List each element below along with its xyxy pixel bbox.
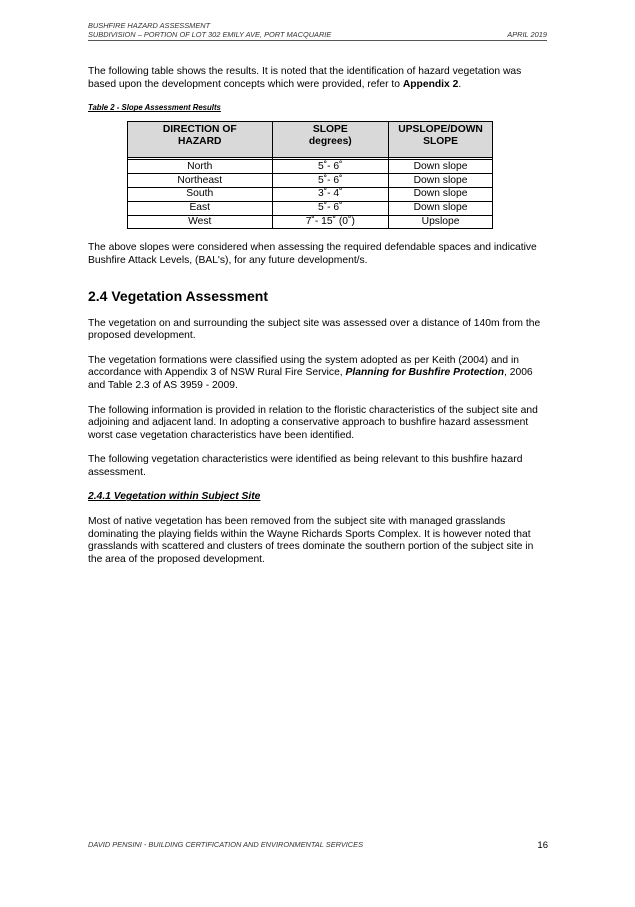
paragraph-assessed: The vegetation on and surrounding the subject site was assessed over a distance of 140m from the proposed development. <box>88 317 541 342</box>
intro-paragraph <box>88 66 548 91</box>
section-heading: 2.4 Vegetation Assessment <box>88 287 269 304</box>
subsection-heading: 2.4.1 Vegetation within Subject Site <box>88 491 261 503</box>
slope-table <box>127 121 493 230</box>
cell-slope: 3˚- 4˚ <box>272 187 389 201</box>
cell-direction: West <box>128 215 273 229</box>
cell-direction: Northeast <box>128 174 273 188</box>
paragraph-native-vegetation: Most of native vegetation has been removed from the subject site with managed grasslands dominating the playing fields within the Wayne Richards Sports Complex. It is however noted that grasslands with scattered and clusters of trees dominate the southern portion of the subject site in the area of the proposed development. <box>88 516 534 565</box>
cell-type: Upslope <box>389 215 493 229</box>
header-direction: DIRECTION OF HAZARD <box>128 121 273 158</box>
header-slope: SLOPE degrees) <box>272 121 389 158</box>
table-header-row <box>128 121 493 158</box>
cell-type: Down slope <box>389 160 493 174</box>
header-date: APRIL 2019 <box>507 30 547 39</box>
classified-text: The vegetation formations were classified using the system adopted as per Keith (2004) and in accordance with Appendix 3 of NSW Rural Fire Service, <box>88 354 519 379</box>
cell-type: Down slope <box>389 187 493 201</box>
page-footer <box>88 840 548 851</box>
header-title: BUSHFIRE HAZARD ASSESSMENT <box>88 21 211 30</box>
table-row <box>128 201 493 215</box>
page-content <box>88 66 548 566</box>
page-header <box>88 21 547 41</box>
paragraph-characteristics: The following vegetation characteristics were identified as being relevant to this bushfire hazard assessment. <box>88 454 523 478</box>
table-row <box>128 187 493 201</box>
paragraph-classified <box>88 355 548 393</box>
classified-end: , 2006 and Table 2.3 of AS 3959 - 2009. <box>88 367 533 391</box>
header-subtitle-row <box>88 30 547 39</box>
header-rule <box>88 40 547 41</box>
cell-direction: North <box>128 160 273 174</box>
footer-text: DAVID PENSINI - BUILDING CERTIFICATION AND ENVIRONMENTAL SERVICES <box>88 840 364 849</box>
cell-type: Down slope <box>389 174 493 188</box>
cell-slope: 7˚- 15˚ (0˚) <box>272 215 389 229</box>
table-row <box>128 174 493 188</box>
page-number: 16 <box>537 840 548 851</box>
intro-end: . <box>458 78 462 90</box>
table-row <box>128 215 493 229</box>
cell-direction: South <box>128 187 273 201</box>
paragraph-floristic: The following information is provided in relation to the floristic characteristics of the subject site and adjoining and adjacent land. In adopting a conservative approach to bushfire hazard assessment worst case vegetation characteristics have been identified. <box>88 404 538 441</box>
intro-text: The following table shows the results. It is noted that the identification of hazard vegetation was based upon the development concepts which were provided, refer to <box>88 66 522 90</box>
header-updown: UPSLOPE/DOWN SLOPE <box>389 121 493 158</box>
table-caption: Table 2 - Slope Assessment Results <box>88 103 221 113</box>
cell-slope: 5˚- 6˚ <box>272 174 389 188</box>
slopes-paragraph: The above slopes were considered when assessing the required defendable spaces and indicative Bushfire Attack Levels, (BAL's), for any future development/s. <box>88 242 537 266</box>
appendix-ref: Appendix 2 <box>402 78 459 90</box>
header-subtitle: SUBDIVISION – PORTION OF LOT 302 EMILY AVE, PORT MACQUARIE <box>88 30 332 39</box>
publication-title: Planning for Bushfire Protection <box>345 367 505 379</box>
cell-type: Down slope <box>389 201 493 215</box>
cell-slope: 5˚- 6˚ <box>272 201 389 215</box>
cell-direction: East <box>128 201 273 215</box>
cell-slope: 5˚- 6˚ <box>272 160 389 174</box>
table-row <box>128 160 493 174</box>
